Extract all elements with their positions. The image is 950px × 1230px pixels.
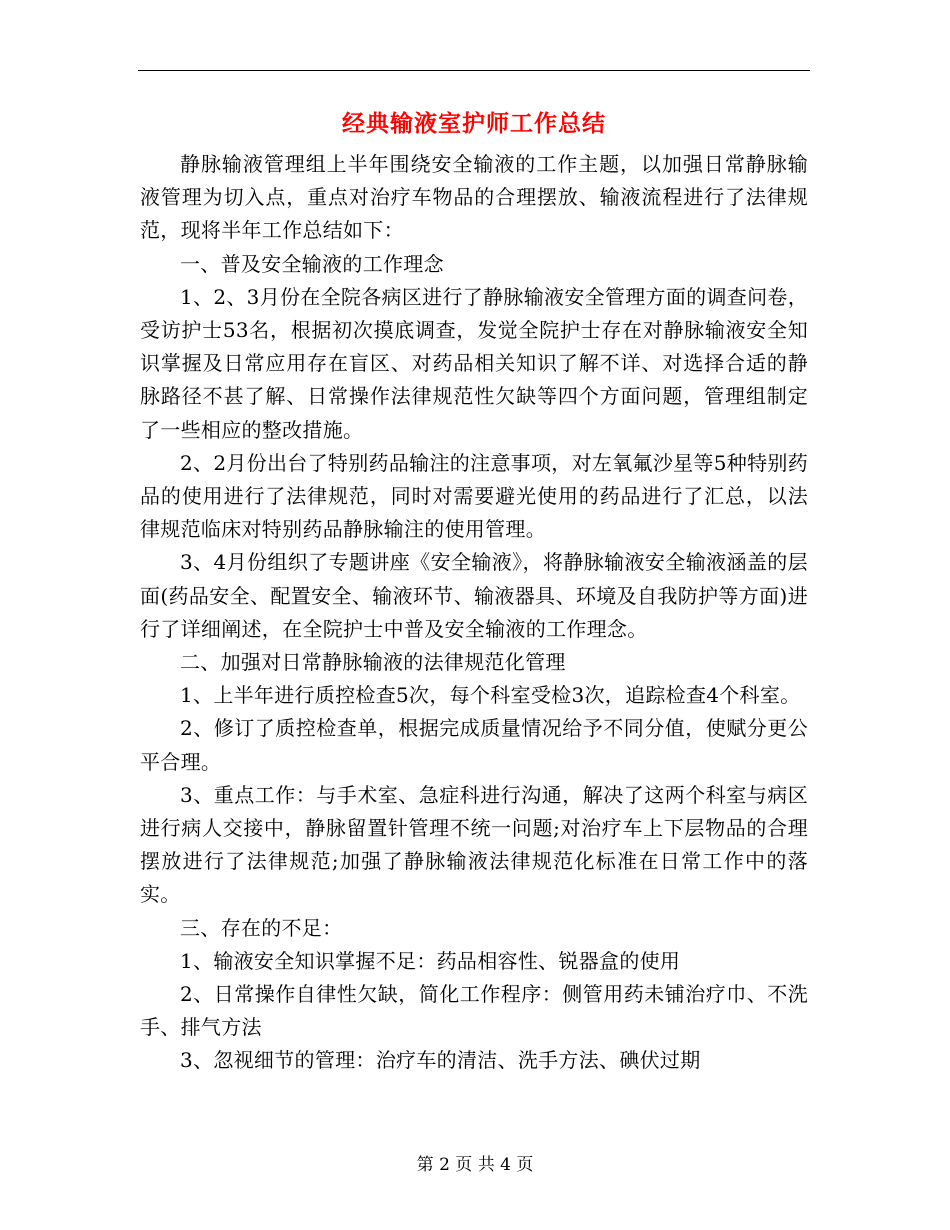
paragraph: 2、2月份出台了特别药品输注的注意事项，对左氧氟沙星等5种特别药品的使用进行了法律规范，同时对需要避光使用的药品进行了汇总，以法律规范临床对特别药品静脉输注的使用管理。: [140, 450, 808, 542]
paragraph: 1、输液安全知识掌握不足：药品相容性、锐器盒的使用: [180, 948, 681, 973]
paragraph: 静脉输液管理组上半年围绕安全输液的工作主题，以加强日常静脉输液管理为切入点，重点对治疗车物品的合理摆放、输液流程进行了法律规范，现将半年工作总结如下：: [140, 152, 808, 243]
section-heading: 三、存在的不足：: [180, 915, 343, 940]
paragraph: 3、忽视细节的管理：治疗车的清洁、洗手方法、碘伏过期: [180, 1048, 701, 1073]
page-number-footer: 第 2 页 共 4 页: [416, 1155, 534, 1175]
paragraph: 3、重点工作：与手术室、急症科进行沟通，解决了这两个科室与病区进行病人交接中，静脉留置针管理不统一问题;对治疗车上下层物品的合理摆放进行了法律规范;加强了静脉输液法律规范化标准在日常工作中的落实。: [140, 782, 808, 907]
document-title: 经典输液室护师工作总结: [342, 111, 606, 137]
section-heading: 二、加强对日常静脉输液的法律规范化管理: [180, 650, 566, 675]
section-heading: 一、普及安全输液的工作理念: [180, 251, 444, 276]
document-body: [140, 148, 808, 1078]
header-rule: [138, 70, 810, 71]
paragraph: 3、4月份组织了专题讲座《安全输液》，将静脉输液安全输液涵盖的层面(药品安全、配置安全、输液环节、输液器具、环境及自我防护等方面)进行了详细阐述，在全院护士中普及安全输液的工作理念。: [140, 550, 808, 641]
paragraph: 1、2、3月份在全院各病区进行了静脉输液安全管理方面的调查问卷，受访护士53名，根据初次摸底调查，发觉全院护士存在对静脉输液安全知识掌握及日常应用存在盲区、对药品相关知识了解不详、对选择合适的静脉路径不甚了解、日常操作法律规范性欠缺等四个方面问题，管理组制定了一些相应的整改措施。: [140, 284, 808, 442]
paragraph: 2、日常操作自律性欠缺，简化工作程序：侧管用药未铺治疗巾、不洗手、排气方法: [140, 982, 808, 1040]
paragraph: 2、修订了质控检查单，根据完成质量情况给予不同分值，使赋分更公平合理。: [140, 716, 808, 774]
paragraph: 1、上半年进行质控检查5次，每个科室受检3次，追踪检查4个科室。: [180, 683, 801, 708]
